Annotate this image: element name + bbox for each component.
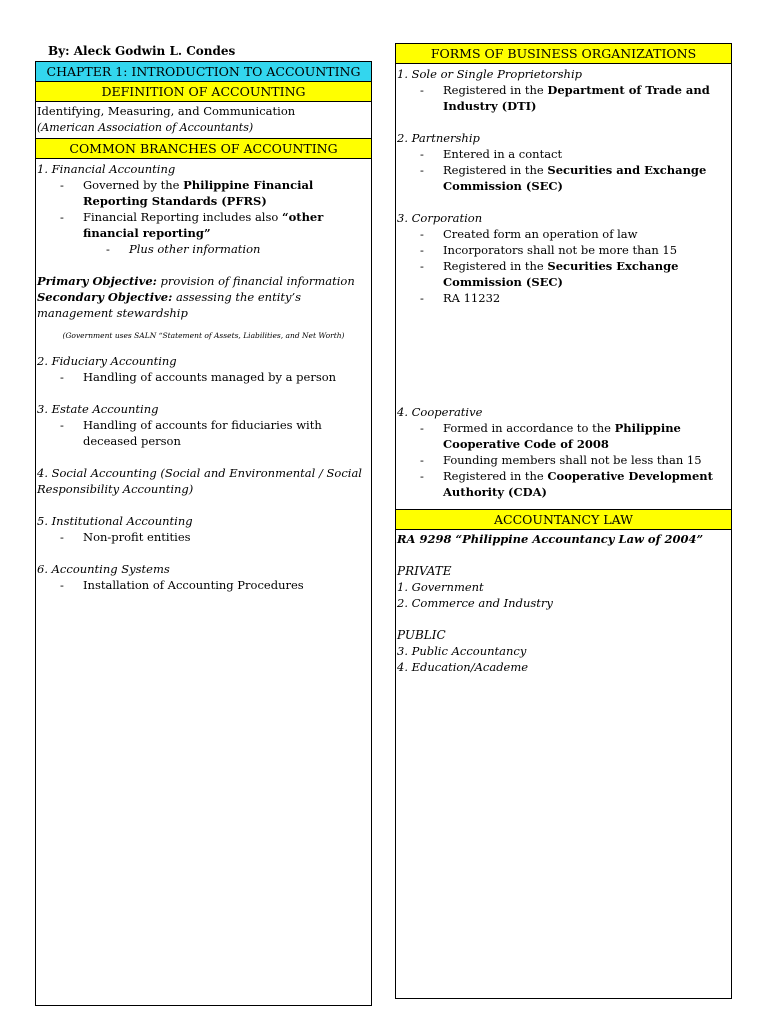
form-cooperative-title: 4. Cooperative (397, 405, 483, 419)
list-item: - Non-profit entities (60, 530, 191, 544)
forms-header: FORMS OF BUSINESS ORGANIZATIONS (396, 44, 731, 64)
list-item: - Handling of accounts for fiduciaries with deceased person (60, 418, 322, 448)
public-item: 3. Public Accountancy (397, 644, 527, 658)
list-item: - RA 11232 (420, 291, 501, 305)
list-item: - Registered in the Securities and Exchange Commission (SEC) (420, 163, 707, 193)
list-item: - Financial Reporting includes also “other financial reporting” (60, 210, 324, 240)
primary-objective: Primary Objective: provision of financial information (37, 274, 355, 288)
branch-financial-title: 1. Financial Accounting (37, 162, 176, 176)
list-item: - Incorporators shall not be more than 15 (420, 243, 678, 257)
branch-fiduciary-title: 2. Fiduciary Accounting (37, 354, 177, 368)
left-column (35, 61, 372, 1006)
law-header: ACCOUNTANCY LAW (396, 509, 731, 530)
branch-estate-title: 3. Estate Accounting (37, 402, 159, 416)
law-title: RA 9298 “Philippine Accountancy Law of 2004” (397, 532, 704, 546)
secondary-objective: Secondary Objective: assessing the entity’s management stewardship (37, 290, 302, 320)
branch-institutional-title: 5. Institutional Accounting (37, 514, 193, 528)
list-subitem: - Plus other information (106, 242, 261, 256)
list-item: - Installation of Accounting Procedures (60, 578, 304, 592)
list-item: - Created form an operation of law (420, 227, 638, 241)
private-label: PRIVATE (397, 564, 452, 578)
public-item: 4. Education/Academe (397, 660, 529, 674)
private-item: 2. Commerce and Industry (397, 596, 553, 610)
branch-systems-title: 6. Accounting Systems (37, 562, 170, 576)
definition-text: Identifying, Measuring, and Communication (37, 104, 296, 118)
form-partnership-title: 2. Partnership (397, 131, 480, 145)
list-item: - Formed in accordance to the Philippine Cooperative Code of 2008 (420, 421, 681, 451)
list-item: - Registered in the Cooperative Development Authority (CDA) (420, 469, 713, 499)
form-sole-title: 1. Sole or Single Proprietorship (397, 67, 582, 81)
right-column (395, 43, 732, 999)
list-item: - Entered in a contact (420, 147, 563, 161)
branch-social-title: 4. Social Accounting (Social and Environmental / Social Responsibility Accounting) (37, 466, 362, 496)
form-corporation-title: 3. Corporation (397, 211, 483, 225)
branches-header: COMMON BRANCHES OF ACCOUNTING (36, 139, 371, 159)
list-item: - Governed by the Philippine Financial Reporting Standards (PFRS) (60, 178, 314, 208)
private-item: 1. Government (397, 580, 484, 594)
list-item: - Handling of accounts managed by a person (60, 370, 337, 384)
definition-source: (American Association of Accountants) (37, 121, 254, 134)
definition-header: DEFINITION OF ACCOUNTING (36, 82, 371, 102)
list-item: - Registered in the Department of Trade and Industry (DTI) (420, 83, 710, 113)
author-line: By: Aleck Godwin L. Condes (48, 44, 236, 58)
list-item: - Founding members shall not be less than 15 (420, 453, 702, 467)
definition-block (36, 102, 371, 139)
list-item: - Registered in the Securities Exchange Commission (SEC) (420, 259, 679, 289)
public-label: PUBLIC (397, 628, 446, 642)
government-note: (Government uses SALN “Statement of Assets, Liabilities, and Net Worth) (62, 331, 345, 340)
chapter-title: CHAPTER 1: INTRODUCTION TO ACCOUNTING (36, 62, 371, 82)
